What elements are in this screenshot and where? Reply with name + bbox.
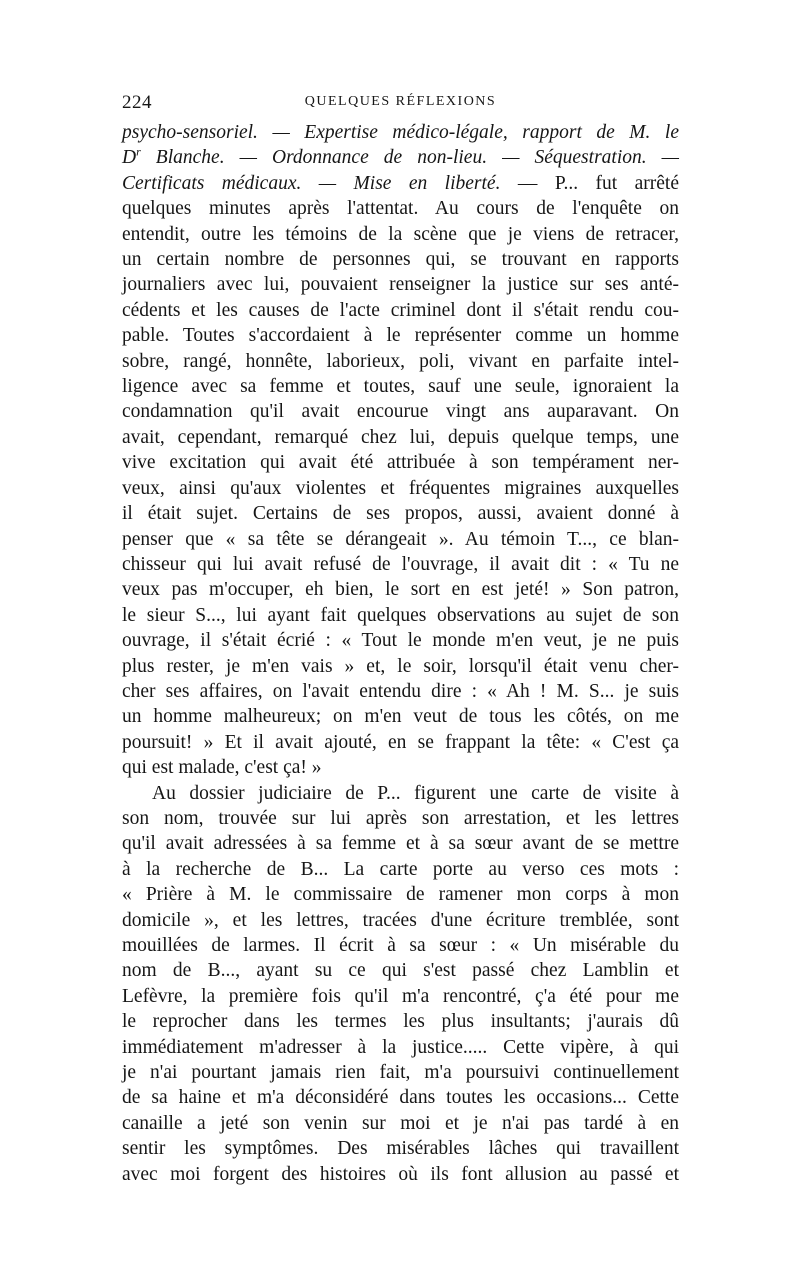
text-line: Certificats médicaux. — Mise en liberté. — P... fut arrêté (122, 172, 679, 194)
text-line: domicile », et les lettres, tracées d'une écriture tremblée, sont (122, 909, 679, 931)
text-line: ligence avec sa femme et toutes, sauf une seule, ignoraient la (122, 376, 679, 398)
text-line: « Prière à M. le commissaire de ramener mon corps à mon (122, 884, 679, 906)
text-line: immédiatement m'adresser à la justice..... Cette vipère, à qui (122, 1036, 679, 1058)
text-line: veux, ainsi qu'aux violentes et fréquentes migraines auxquelles (122, 477, 679, 499)
text-line: un certain nombre de personnes qui, se trouvant en rapports (122, 249, 679, 271)
text-line: condamnation qu'il avait encourue vingt ans auparavant. On (122, 401, 679, 423)
text-line: avec moi forgent des histoires où ils font allusion au passé et (122, 1163, 679, 1185)
body-text (122, 120, 679, 1187)
text-line: poursuit! » Et il avait ajouté, en se frappant la tête: « C'est ça (122, 731, 679, 753)
text-line: Lefèvre, la première fois qu'il m'a rencontré, ç'a été pour me (122, 985, 679, 1007)
text-line: canaille a jeté son venin sur moi et je n'ai pas tardé à en (122, 1112, 679, 1134)
text-line: il était sujet. Certains de ses propos, aussi, avaient donné à (122, 503, 679, 525)
text-line: de sa haine et m'a déconsidéré dans toutes les occasions... Cette (122, 1087, 679, 1109)
text-line: mouillées de larmes. Il écrit à sa sœur : « Un misérable du (122, 935, 679, 956)
text-line: sentir les symptômes. Des misérables lâches qui travaillent (122, 1138, 679, 1160)
text-line: ouvrage, il s'était écrié : « Tout le monde m'en veut, je ne puis (122, 630, 679, 652)
text-line: cher ses affaires, on l'avait entendu dire : « Ah ! M. S... je suis (122, 680, 679, 702)
page-number: 224 (122, 92, 152, 113)
paragraph-1 (122, 120, 679, 781)
text-line: penser que « sa tête se dérangeait ». Au témoin T..., ce blan- (122, 528, 679, 550)
text-line: entendit, outre les témoins de la scène que je viens de retracer, (122, 223, 679, 245)
text-line: quelques minutes après l'attentat. Au cours de l'enquête on (122, 198, 679, 220)
italic-phrase: psycho-sensoriel. — Expertise médico-légale, rapport de M. le (122, 122, 679, 143)
text-line: qui est malade, c'est ça! » (122, 757, 322, 779)
text-line: chisseur qui lui avait refusé de l'ouvrage, il avait dit : « Tu ne (122, 553, 679, 575)
italic-phrase: Certificats médicaux. — Mise en liberté. (122, 172, 501, 194)
book-page (122, 92, 679, 1187)
text-line: Au dossier judiciaire de P... figurent une carte de visite à (152, 782, 679, 804)
text-line: qu'il avait adressées à sa femme et à sa sœur avant de se mettre (122, 833, 679, 855)
text-line: sobre, rangé, honnête, laborieux, poli, vivant en parfaite intel- (122, 350, 679, 372)
italic-phrase: $D^r$ Blanche. — Ordonnance de non-lieu. — Séquestration. — (122, 144, 679, 169)
text-line (122, 120, 679, 145)
text-line: le sieur S..., lui ayant fait quelques observations au sujet de son (122, 604, 679, 626)
text-line: plus rester, je m'en vais » et, le soir, lorsqu'il était venu cher- (122, 655, 679, 677)
text-line: pable. Toutes s'accordaient à le représenter comme un homme (122, 325, 679, 347)
paragraph-2 (122, 781, 679, 1188)
running-header (122, 92, 679, 120)
text-line: journaliers avec lui, pouvaient renseigner la justice sur ses anté- (122, 274, 679, 296)
text-line: veux pas m'occuper, eh bien, le sort en est jeté! » Son patron, (122, 579, 679, 601)
text-line: nom de B..., ayant su ce qui s'est passé chez Lamblin et (122, 960, 679, 982)
text-line: cédents et les causes de l'acte criminel dont il s'était rendu cou- (122, 299, 679, 321)
text-line: à la recherche de B... La carte porte au verso ces mots : (122, 858, 679, 880)
text-line: je n'ai pourtant jamais rien fait, m'a poursuivi continuellement (122, 1062, 679, 1084)
text-line: avait, cependant, remarqué chez lui, depuis quelque temps, une (122, 426, 679, 448)
text-line: vive excitation qui avait été attribuée à son tempérament ner- (122, 452, 679, 474)
running-title: QUELQUES RÉFLEXIONS (304, 94, 497, 109)
text-line: son nom, trouvée sur lui après son arrestation, et les lettres (122, 807, 679, 829)
text-line (122, 145, 679, 170)
text-line: le reprocher dans les termes les plus insultants; j'aurais dû (122, 1011, 679, 1033)
text-line: un homme malheureux; on m'en veut de tous les côtés, on me (122, 706, 679, 728)
